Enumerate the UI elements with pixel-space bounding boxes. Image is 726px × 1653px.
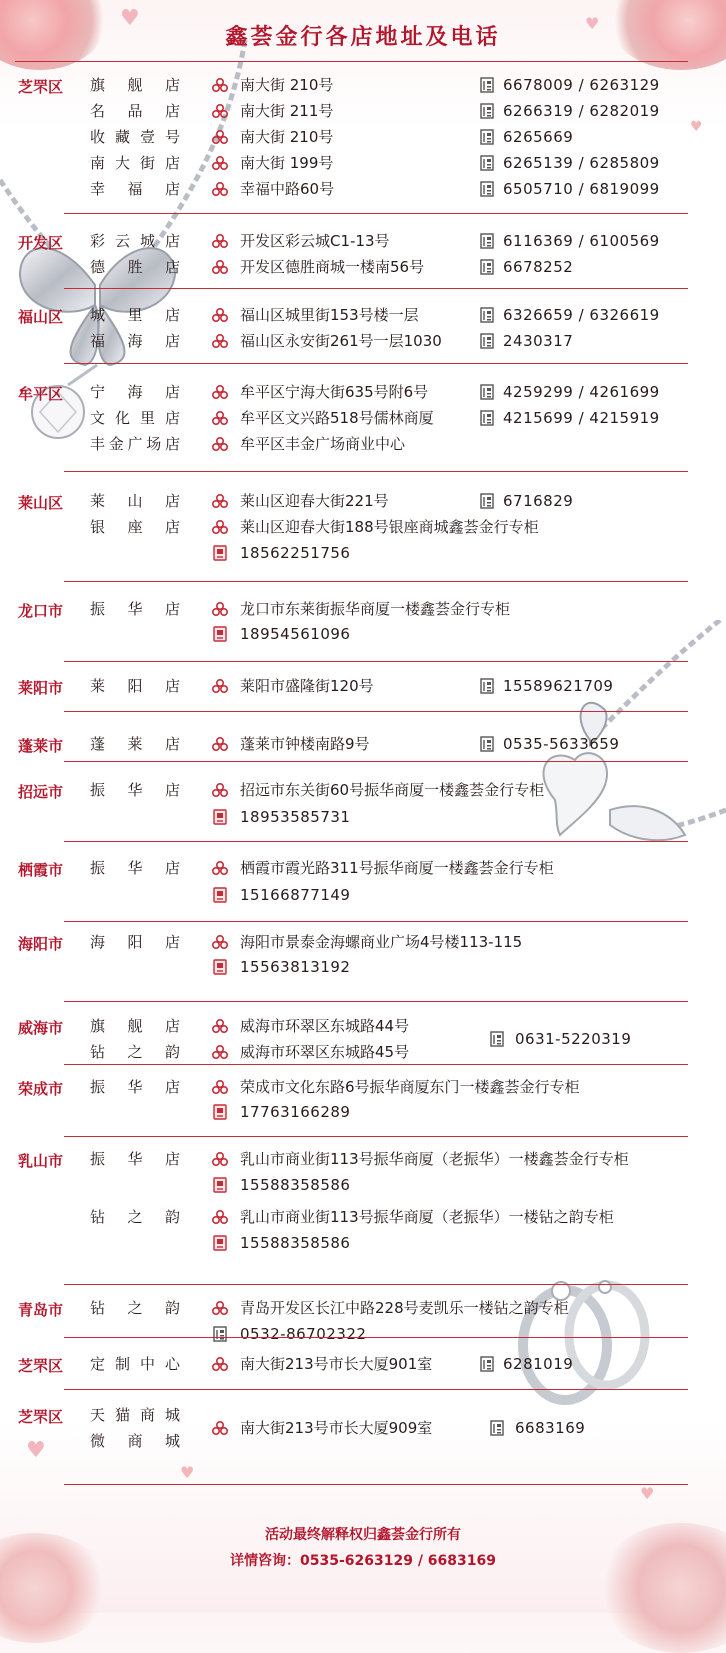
- store-location-icon: [212, 181, 228, 197]
- mobile-phone-icon: [212, 1104, 228, 1120]
- store-name: 莱山店: [90, 492, 180, 510]
- heart-icon: ♥: [690, 119, 703, 135]
- store-name: 天猫商城: [90, 1406, 180, 1424]
- store-phone[interactable]: 0532-86702322: [240, 1325, 367, 1343]
- mobile-phone-icon: [212, 545, 228, 561]
- telephone-icon: [480, 77, 494, 93]
- store-name: 名品店: [90, 102, 180, 120]
- telephone-icon: [480, 155, 494, 171]
- store-phone[interactable]: 6116369 / 6100569: [503, 232, 660, 250]
- store-section: [0, 842, 726, 922]
- store-phone[interactable]: 6326659 / 6326619: [503, 306, 660, 324]
- store-phone[interactable]: 0631-5220319: [515, 1030, 632, 1048]
- section-divider: [64, 1484, 688, 1485]
- store-address: 牟平区宁海大街635号附6号: [240, 383, 429, 401]
- store-address: 开发区德胜商城一楼南56号: [240, 258, 425, 276]
- telephone-icon: [480, 493, 494, 509]
- district-label: 芝罘区: [18, 1357, 64, 1375]
- store-address: 南大街 199号: [240, 154, 334, 172]
- telephone-icon: [480, 736, 494, 752]
- store-address: 牟平区文兴路518号儒林商厦: [240, 409, 434, 427]
- district-label: 威海市: [18, 1019, 64, 1037]
- store-phone[interactable]: 6265669: [503, 128, 574, 146]
- store-address: 南大街213号市长大厦901室: [240, 1355, 433, 1373]
- store-location-icon: [212, 436, 228, 452]
- store-location-icon: [212, 384, 228, 400]
- store-name: 旗舰店: [90, 76, 180, 94]
- store-mobile[interactable]: 18562251756: [240, 544, 351, 562]
- store-location-icon: [212, 601, 228, 617]
- store-section: [0, 662, 726, 712]
- store-location-icon: [212, 519, 228, 535]
- store-phone[interactable]: 0535-5633659: [503, 735, 620, 753]
- district-label: 芝罘区: [18, 1408, 64, 1426]
- store-section: [0, 922, 726, 1002]
- store-address: 青岛开发区长江中路228号麦凯乐一楼钻之韵专柜: [240, 1299, 569, 1317]
- store-address: 龙口市东莱街振华商厦一楼鑫荟金行专柜: [240, 600, 511, 618]
- store-name: 宁海店: [90, 383, 180, 401]
- page-title: 鑫荟金行各店地址及电话: [225, 25, 501, 50]
- store-name: 收藏壹号: [90, 128, 180, 146]
- store-name: 文化里店: [90, 409, 180, 427]
- district-label: 招远市: [18, 783, 64, 801]
- mobile-phone-icon: [212, 809, 228, 825]
- store-mobile[interactable]: 15588358586: [240, 1234, 351, 1252]
- store-phone[interactable]: 6678009 / 6263129: [503, 76, 660, 94]
- store-mobile[interactable]: 18953585731: [240, 808, 351, 826]
- store-section: [0, 472, 726, 582]
- store-name: 旗舰店: [90, 1017, 180, 1035]
- telephone-icon: [480, 384, 494, 400]
- store-name: 银座店: [90, 518, 180, 536]
- store-phone[interactable]: 6505710 / 6819099: [503, 180, 660, 198]
- store-address: 南大街213号市长大厦909室: [240, 1419, 433, 1437]
- store-address: 福山区城里街153号楼一层: [240, 306, 419, 324]
- store-phone[interactable]: 6678252: [503, 258, 574, 276]
- district-label: 荣成市: [18, 1080, 64, 1098]
- store-section: [0, 214, 726, 289]
- store-address: 蓬莱市钟楼南路9号: [240, 735, 370, 753]
- telephone-icon: [480, 181, 494, 197]
- store-mobile[interactable]: 15563813192: [240, 958, 351, 976]
- store-mobile[interactable]: 15166877149: [240, 886, 351, 904]
- store-phone[interactable]: 2430317: [503, 332, 574, 350]
- store-mobile[interactable]: 15588358586: [240, 1176, 351, 1194]
- store-location-icon: [212, 333, 228, 349]
- store-phone[interactable]: 6716829: [503, 492, 574, 510]
- district-label: 莱阳市: [18, 679, 64, 697]
- store-location-icon: [212, 129, 228, 145]
- store-location-icon: [212, 1209, 228, 1225]
- store-location-icon: [212, 1151, 228, 1167]
- district-label: 福山区: [18, 308, 64, 326]
- mobile-phone-icon: [212, 1177, 228, 1193]
- store-location-icon: [212, 1079, 228, 1095]
- store-location-icon: [212, 103, 228, 119]
- store-name: 振华店: [90, 781, 180, 799]
- district-label: 龙口市: [18, 602, 64, 620]
- store-location-icon: [212, 493, 228, 509]
- store-name: 钻之韵: [90, 1208, 180, 1226]
- telephone-icon: [490, 1420, 504, 1436]
- store-location-icon: [212, 233, 228, 249]
- store-location-icon: [212, 1356, 228, 1372]
- store-name: 德胜店: [90, 258, 180, 276]
- store-location-icon: [212, 77, 228, 93]
- store-section: [0, 1065, 726, 1137]
- store-section: [0, 1137, 726, 1285]
- store-address: 南大街 210号: [240, 76, 334, 94]
- store-location-icon: [212, 307, 228, 323]
- mobile-phone-icon: [212, 1235, 228, 1251]
- mobile-phone-icon: [212, 887, 228, 903]
- store-name: 丰金广场店: [90, 435, 180, 453]
- store-location-icon: [212, 678, 228, 694]
- store-section: [0, 582, 726, 662]
- store-location-icon: [212, 1420, 228, 1436]
- heart-icon: ♥: [26, 1438, 46, 1463]
- store-name: 振华店: [90, 1150, 180, 1168]
- store-location-icon: [212, 934, 228, 950]
- store-mobile[interactable]: 18954561096: [240, 625, 351, 643]
- district-label: 青岛市: [18, 1301, 64, 1319]
- store-location-icon: [212, 1018, 228, 1034]
- store-section: [0, 762, 726, 842]
- store-address: 莱山区迎春大街188号银座商城鑫荟金行专柜: [240, 518, 539, 536]
- store-location-icon: [212, 736, 228, 752]
- store-address: 幸福中路60号: [240, 180, 335, 198]
- store-phone[interactable]: 6683169: [515, 1419, 586, 1437]
- district-label: 蓬莱市: [18, 737, 64, 755]
- district-label: 牟平区: [18, 385, 64, 403]
- store-name: 振华店: [90, 600, 180, 618]
- store-address: 莱阳市盛隆街120号: [240, 677, 374, 695]
- store-name: 南大街店: [90, 154, 180, 172]
- heart-icon: ♥: [585, 14, 600, 33]
- telephone-icon: [480, 410, 494, 426]
- store-name: 钻之韵: [90, 1043, 180, 1061]
- store-address: 乳山市商业街113号振华商厦（老振华）一楼鑫荟金行专柜: [240, 1150, 629, 1168]
- store-section: [0, 1285, 726, 1343]
- mobile-phone-icon: [212, 959, 228, 975]
- mobile-phone-icon: [212, 626, 228, 642]
- store-section: [0, 712, 726, 762]
- district-label: 海阳市: [18, 935, 64, 953]
- heart-icon: ♥: [120, 6, 140, 31]
- store-address: 威海市环翠区东城路45号: [240, 1043, 410, 1061]
- heart-icon: ♥: [640, 1484, 655, 1503]
- store-phone[interactable]: 4215699 / 4215919: [503, 409, 660, 427]
- district-label: 芝罘区: [18, 78, 64, 96]
- store-name: 彩云城店: [90, 232, 180, 250]
- store-mobile[interactable]: 17763166289: [240, 1103, 351, 1121]
- district-label: 开发区: [18, 234, 64, 252]
- store-section: [0, 289, 726, 364]
- store-address: 招远市东关街60号振华商厦一楼鑫荟金行专柜: [240, 781, 545, 799]
- telephone-icon: [480, 307, 494, 323]
- telephone-icon: [480, 1356, 494, 1372]
- store-section: [0, 1338, 726, 1390]
- store-address: 乳山市商业街113号振华商厦（老振华）一楼钻之韵专柜: [240, 1208, 614, 1226]
- store-location-icon: [212, 259, 228, 275]
- district-label: 乳山市: [18, 1152, 64, 1170]
- store-phone[interactable]: 15589621709: [503, 677, 614, 695]
- store-section: [0, 1390, 726, 1485]
- store-address: 荣成市文化东路6号振华商厦东门一楼鑫荟金行专柜: [240, 1078, 580, 1096]
- telephone-icon: [480, 233, 494, 249]
- store-address: 莱山区迎春大街221号: [240, 492, 389, 510]
- telephone-icon: [490, 1031, 504, 1047]
- store-name: 海阳店: [90, 933, 180, 951]
- store-location-icon: [212, 860, 228, 876]
- store-name: 幸福店: [90, 180, 180, 198]
- heart-icon: ♥: [180, 1463, 195, 1482]
- store-address: 福山区永安街261号一层1030: [240, 332, 442, 350]
- district-label: 栖霞市: [18, 861, 64, 879]
- store-section: [0, 1002, 726, 1065]
- store-address: 南大街 211号: [240, 102, 334, 120]
- store-address: 牟平区丰金广场商业中心: [240, 435, 406, 453]
- store-location-icon: [212, 410, 228, 426]
- store-name: 钻之韵: [90, 1299, 180, 1317]
- store-address: 南大街 210号: [240, 128, 334, 146]
- store-address: 栖霞市霞光路311号振华商厦一楼鑫荟金行专柜: [240, 859, 554, 877]
- district-label: 莱山区: [18, 494, 64, 512]
- store-section: [0, 364, 726, 472]
- telephone-icon: [480, 678, 494, 694]
- store-name: 振华店: [90, 1078, 180, 1096]
- store-phone[interactable]: 6266319 / 6282019: [503, 102, 660, 120]
- store-location-icon: [212, 782, 228, 798]
- store-phone[interactable]: 6281019: [503, 1355, 574, 1373]
- store-address: 海阳市景泰金海螺商业广场4号楼113-115: [240, 933, 523, 951]
- telephone-icon: [480, 129, 494, 145]
- store-name: 福海店: [90, 332, 180, 350]
- store-section: [0, 62, 726, 214]
- footer-contact: 详情咨询：0535-6263129 / 6683169: [229, 1553, 496, 1569]
- store-phone[interactable]: 4259299 / 4261699: [503, 383, 660, 401]
- telephone-icon: [480, 333, 494, 349]
- store-location-icon: [212, 1044, 228, 1060]
- store-name: 蓬莱店: [90, 735, 180, 753]
- telephone-icon: [480, 103, 494, 119]
- store-location-icon: [212, 155, 228, 171]
- store-address: 威海市环翠区东城路44号: [240, 1017, 410, 1035]
- store-name: 定制中心: [90, 1355, 180, 1373]
- store-name: 莱阳店: [90, 677, 180, 695]
- store-name: 微商城: [90, 1432, 180, 1450]
- store-location-icon: [212, 1300, 228, 1316]
- store-name: 城里店: [90, 306, 180, 324]
- store-address: 开发区彩云城C1-13号: [240, 232, 390, 250]
- store-phone[interactable]: 6265139 / 6285809: [503, 154, 660, 172]
- store-name: 振华店: [90, 859, 180, 877]
- footer-disclaimer: 活动最终解释权归鑫荟金行所有: [265, 1527, 461, 1543]
- telephone-icon: [480, 259, 494, 275]
